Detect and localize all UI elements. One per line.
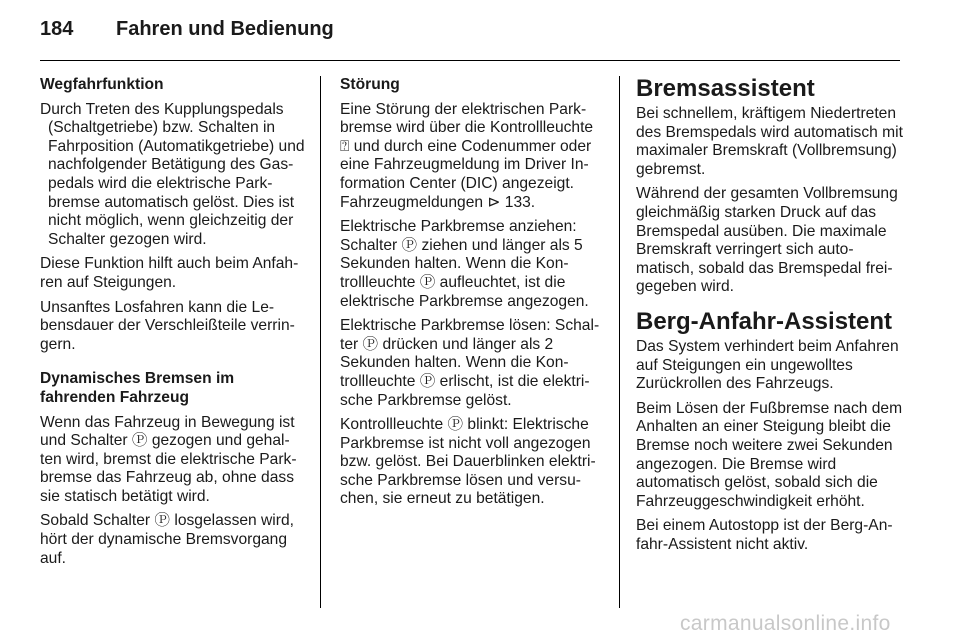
paragraph: Elektrische Parkbremse anziehen: Schalter Ⓟ ziehen und länger als 5 Sekunden halten. Wenn die Kontrollleuchte Ⓟ aufleuchtet, ist die elektrische Parkbremse angezogen. [340, 218, 589, 310]
header-rule [40, 60, 900, 61]
column-left [40, 76, 306, 574]
paragraph: Das System verhindert beim Anfahren auf Steigungen ein ungewolltes Zurückrollen des Fahrzeugs. [636, 337, 899, 393]
paragraph: Während der gesamten Vollbremsung gleichmäßig starken Druck auf das Bremspedal ausüben. Die maximale Bremskraft verringert sich automatisch, sobald das Bremspedal freigegeben wird. [636, 185, 898, 296]
paragraph: Elektrische Parkbremse lösen: Schalter Ⓟ drücken und länger als 2 Sekunden halten. Wenn die Kontrollleuchte Ⓟ erlischt, ist die elektrische Parkbremse gelöst. [340, 317, 600, 409]
column-divider [320, 76, 321, 608]
subheading-wegfahrfunktion: Wegfahrfunktion [40, 76, 164, 93]
page-title: Fahren und Bedienung [116, 18, 334, 40]
paragraph: Bei schnellem, kräftigem Niedertreten des Bremspedals wird automatisch mit maximaler Bremskraft (Vollbremsung) gebremst. [636, 105, 903, 178]
paragraph: Beim Lösen der Fußbremse nach dem Anhalten an einer Steigung bleibt die Bremse noch weitere zwei Sekunden angezogen. Die Bremse wird automatisch gelöst, sobald sich die Fahrzeuggeschwindigkeit erhöht. [636, 399, 903, 510]
paragraph: Sobald Schalter Ⓟ losgelassen wird, hört der dynamische Bremsvorgang auf. [40, 512, 294, 567]
paragraph: Unsanftes Losfahren kann die Lebensdauer der Verschleißteile verringern. [40, 298, 295, 353]
subheading-dynamisches-bremsen: Dynamisches Bremsen im fahrenden Fahrzeug [40, 370, 235, 406]
section-heading-bremsassistent: Bremsassistent [636, 75, 815, 102]
paragraph: Bei einem Autostopp ist der Berg-Anfahr-Assistent nicht aktiv. [636, 517, 893, 553]
paragraph: Kontrollleuchte Ⓟ blinkt: Elektrische Parkbremse ist nicht voll angezogen bzw. gelöst. Bei Dauerblinken elektrische Parkbremse lösen und versuchen, sie erneut zu betätigen. [340, 416, 596, 508]
paragraph: Durch Treten des Kupplungspedals (Schaltgetriebe) bzw. Schalten in Fahrposition (Automatikgetriebe) und nachfolgender Betätigung des Gaspedals wird die elektrische Parkbremse automatisch gelöst. Dies ist nicht möglich, wenn gleichzeitig der Schalter gezogen wird. [40, 100, 305, 248]
subheading-stoerung: Störung [340, 76, 400, 93]
column-right [636, 76, 904, 560]
column-divider [619, 76, 620, 608]
paragraph: Diese Funktion hilft auch beim Anfahren auf Steigungen. [40, 255, 299, 291]
section-heading-berg-anfahr-assistent: Berg-Anfahr-Assistent [636, 307, 893, 335]
column-middle [340, 76, 606, 515]
page-header [40, 18, 920, 48]
paragraph: Eine Störung der elektrischen Parkbremse wird über die Kontrollleuchte ⍰ und durch eine Codenummer oder eine Fahrzeugmeldung im Driver Information Center (DIC) angezeigt. Fahrzeugmeldungen ⊳ 133. [340, 100, 594, 211]
page-number: 184 [40, 18, 74, 40]
watermark: carmanualsonline.info [680, 612, 891, 635]
paragraph: Wenn das Fahrzeug in Bewegung ist und Schalter Ⓟ gezogen und gehalten wird, bremst die elektrische Parkbremse das Fahrzeug ab, ohne dass sie statisch betätigt wird. [40, 413, 297, 505]
